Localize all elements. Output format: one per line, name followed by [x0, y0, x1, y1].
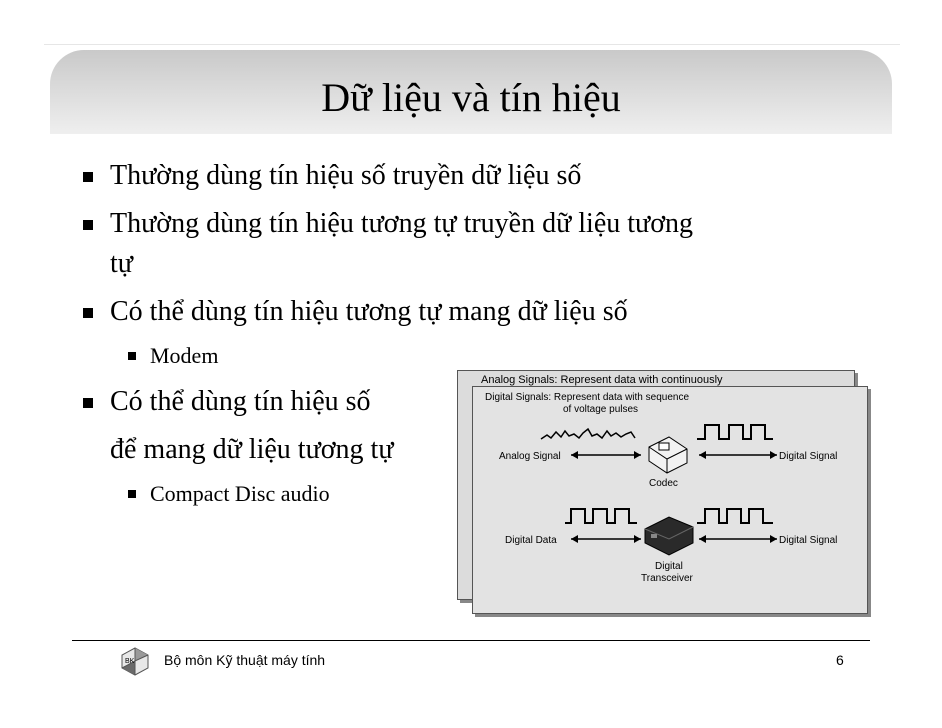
analog-waveform-icon — [541, 429, 635, 439]
transceiver-icon — [645, 517, 693, 555]
digital-waveform-icon — [697, 425, 773, 439]
transceiver-label-line1: Digital — [655, 561, 683, 572]
arrow-head-icon — [699, 451, 706, 459]
page-number: 6 — [836, 652, 844, 668]
figure-front-panel — [472, 386, 868, 614]
signal-diagram — [473, 387, 867, 613]
arrow-head-icon — [699, 535, 706, 543]
bullet-square-icon — [83, 220, 93, 230]
bullet-item — [110, 158, 581, 194]
bullet-square-icon — [83, 172, 93, 182]
sub-bullet-square-icon — [128, 490, 136, 498]
bullet-square-icon — [83, 308, 93, 318]
bullet-item — [110, 384, 371, 420]
bullet-text: Có thể dùng tín hiệu tương tự mang dữ liệu số — [110, 296, 628, 327]
analog-signal-label: Analog Signal — [499, 451, 561, 462]
arrow-head-icon — [634, 451, 641, 459]
bullet-continuation — [110, 246, 133, 282]
digital-signal-label: Digital Signal — [779, 451, 838, 462]
logo-text: BK — [125, 658, 135, 665]
sub-bullet-square-icon — [128, 352, 136, 360]
bullet-continuation — [110, 432, 394, 468]
bullet-item — [110, 294, 628, 330]
digital-data-label: Digital Data — [505, 535, 557, 546]
slide-title: Dữ liệu và tín hiệu — [321, 75, 621, 120]
bullet-text: Thường dùng tín hiệu tương tự truyền dữ liệu tương — [110, 208, 694, 239]
digital-waveform-icon — [565, 509, 637, 523]
arrow-head-icon — [571, 451, 578, 459]
arrow-head-icon — [770, 535, 777, 543]
bullet-text: để mang dữ liệu tương tự — [110, 434, 394, 465]
top-rule — [44, 44, 900, 45]
bullet-text: tự — [110, 248, 133, 279]
bk-logo-icon — [118, 646, 152, 676]
footer-department: Bộ môn Kỹ thuật máy tính — [164, 652, 326, 668]
sub-bullet-item — [150, 480, 330, 508]
footer-rule — [72, 640, 870, 641]
arrow-head-icon — [634, 535, 641, 543]
digital-signal-label: Digital Signal — [779, 535, 838, 546]
bullet-square-icon — [83, 398, 93, 408]
transceiver-label-line2: Transceiver — [641, 573, 693, 584]
codec-label: Codec — [649, 478, 678, 489]
sub-bullet-text: Modem — [150, 343, 219, 368]
sub-bullet-text: Compact Disc audio — [150, 481, 330, 506]
arrow-head-icon — [770, 451, 777, 459]
back-caption: Analog Signals: Represent data with continuously — [481, 374, 723, 386]
front-caption-line1: Digital Signals: Represent data with sequence — [485, 392, 690, 403]
digital-waveform-icon — [697, 509, 773, 523]
bullet-text: Có thể dùng tín hiệu số — [110, 386, 371, 417]
codec-icon — [649, 437, 687, 473]
arrow-head-icon — [571, 535, 578, 543]
front-caption-line2: of voltage pulses — [563, 404, 639, 415]
sub-bullet-item — [150, 342, 218, 370]
bullet-text: Thường dùng tín hiệu số truyền dữ liệu số — [110, 160, 582, 191]
bullet-item — [110, 206, 693, 242]
